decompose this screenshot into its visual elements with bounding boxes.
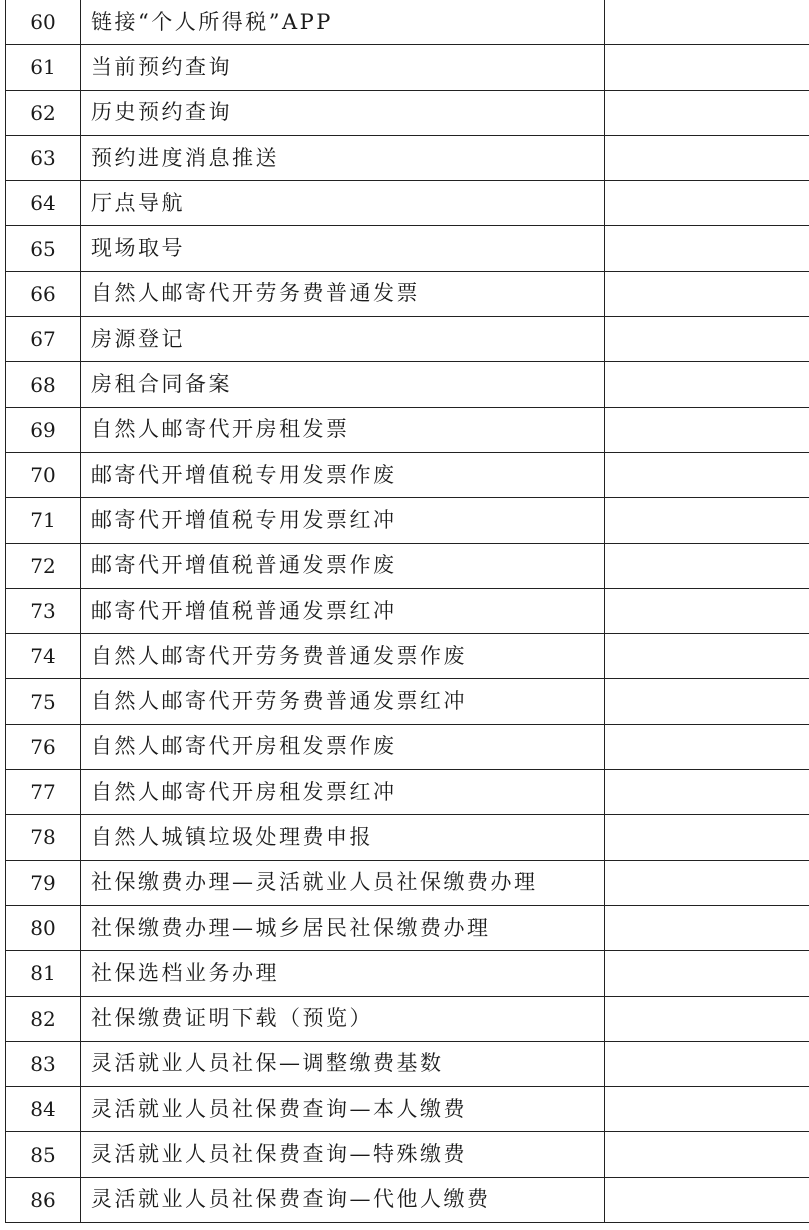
empty-cell	[605, 181, 809, 226]
table-row	[6, 498, 809, 543]
row-number: 64	[6, 181, 81, 226]
row-number: 60	[6, 0, 81, 45]
service-name: 自然人城镇垃圾处理费申报	[81, 815, 605, 860]
empty-cell	[605, 770, 809, 815]
row-number: 75	[6, 679, 81, 724]
table-row	[6, 679, 809, 724]
table-row	[6, 407, 809, 452]
empty-cell	[605, 135, 809, 180]
empty-cell	[605, 0, 809, 45]
service-name: 自然人邮寄代开房租发票红冲	[81, 770, 605, 815]
row-number: 72	[6, 543, 81, 588]
empty-cell	[605, 271, 809, 316]
row-number: 62	[6, 90, 81, 135]
row-number: 69	[6, 407, 81, 452]
table-row	[6, 362, 809, 407]
empty-cell	[605, 860, 809, 905]
row-number: 80	[6, 905, 81, 950]
service-name: 自然人邮寄代开劳务费普通发票红冲	[81, 679, 605, 724]
service-name: 灵活就业人员社保费查询—特殊缴费	[81, 1132, 605, 1177]
empty-cell	[605, 45, 809, 90]
row-number: 77	[6, 770, 81, 815]
table-row	[6, 226, 809, 271]
empty-cell	[605, 543, 809, 588]
table-row	[6, 770, 809, 815]
table-row	[6, 135, 809, 180]
table-row	[6, 1041, 809, 1086]
row-number: 73	[6, 588, 81, 633]
row-number: 79	[6, 860, 81, 905]
empty-cell	[605, 588, 809, 633]
service-name: 历史预约查询	[81, 90, 605, 135]
service-name: 邮寄代开增值税普通发票红冲	[81, 588, 605, 633]
table-row	[6, 1177, 809, 1222]
service-name: 自然人邮寄代开劳务费普通发票作废	[81, 634, 605, 679]
empty-cell	[605, 1177, 809, 1222]
empty-cell	[605, 362, 809, 407]
empty-cell	[605, 452, 809, 497]
service-name: 邮寄代开增值税专用发票红冲	[81, 498, 605, 543]
table-row	[6, 181, 809, 226]
row-number: 78	[6, 815, 81, 860]
service-name: 社保缴费办理—城乡居民社保缴费办理	[81, 905, 605, 950]
empty-cell	[605, 951, 809, 996]
empty-cell	[605, 634, 809, 679]
service-name: 预约进度消息推送	[81, 135, 605, 180]
service-name: 当前预约查询	[81, 45, 605, 90]
service-list-table	[5, 0, 809, 1223]
table-row	[6, 905, 809, 950]
table-row	[6, 634, 809, 679]
table-row	[6, 996, 809, 1041]
service-name: 社保缴费办理—灵活就业人员社保缴费办理	[81, 860, 605, 905]
table-row	[6, 588, 809, 633]
row-number: 70	[6, 452, 81, 497]
empty-cell	[605, 90, 809, 135]
empty-cell	[605, 1087, 809, 1132]
table-row	[6, 0, 809, 45]
service-name: 灵活就业人员社保费查询—本人缴费	[81, 1087, 605, 1132]
empty-cell	[605, 996, 809, 1041]
empty-cell	[605, 724, 809, 769]
service-name: 灵活就业人员社保费查询—代他人缴费	[81, 1177, 605, 1222]
table-row	[6, 543, 809, 588]
service-name: 自然人邮寄代开劳务费普通发票	[81, 271, 605, 316]
row-number: 66	[6, 271, 81, 316]
table-row	[6, 815, 809, 860]
empty-cell	[605, 226, 809, 271]
service-name: 链接“个人所得税”APP	[81, 0, 605, 45]
row-number: 68	[6, 362, 81, 407]
row-number: 71	[6, 498, 81, 543]
row-number: 63	[6, 135, 81, 180]
service-name: 灵活就业人员社保—调整缴费基数	[81, 1041, 605, 1086]
table-row	[6, 860, 809, 905]
row-number: 81	[6, 951, 81, 996]
row-number: 74	[6, 634, 81, 679]
row-number: 76	[6, 724, 81, 769]
row-number: 85	[6, 1132, 81, 1177]
table-row	[6, 90, 809, 135]
row-number: 82	[6, 996, 81, 1041]
service-name: 社保缴费证明下载（预览）	[81, 996, 605, 1041]
table-row	[6, 951, 809, 996]
row-number: 84	[6, 1087, 81, 1132]
row-number: 86	[6, 1177, 81, 1222]
service-name: 社保选档业务办理	[81, 951, 605, 996]
service-name: 邮寄代开增值税专用发票作废	[81, 452, 605, 497]
row-number: 83	[6, 1041, 81, 1086]
service-name: 现场取号	[81, 226, 605, 271]
service-name: 房源登记	[81, 317, 605, 362]
table-row	[6, 271, 809, 316]
table-row	[6, 45, 809, 90]
service-name: 自然人邮寄代开房租发票作废	[81, 724, 605, 769]
empty-cell	[605, 1132, 809, 1177]
service-name: 自然人邮寄代开房租发票	[81, 407, 605, 452]
table-body	[6, 0, 809, 1223]
service-name: 邮寄代开增值税普通发票作废	[81, 543, 605, 588]
table-row	[6, 724, 809, 769]
empty-cell	[605, 1041, 809, 1086]
row-number: 61	[6, 45, 81, 90]
table-row	[6, 1087, 809, 1132]
empty-cell	[605, 317, 809, 362]
service-name: 厅点导航	[81, 181, 605, 226]
empty-cell	[605, 815, 809, 860]
table-row	[6, 317, 809, 362]
row-number: 67	[6, 317, 81, 362]
table-row	[6, 452, 809, 497]
empty-cell	[605, 679, 809, 724]
table-row	[6, 1132, 809, 1177]
row-number: 65	[6, 226, 81, 271]
service-name: 房租合同备案	[81, 362, 605, 407]
empty-cell	[605, 498, 809, 543]
empty-cell	[605, 407, 809, 452]
empty-cell	[605, 905, 809, 950]
